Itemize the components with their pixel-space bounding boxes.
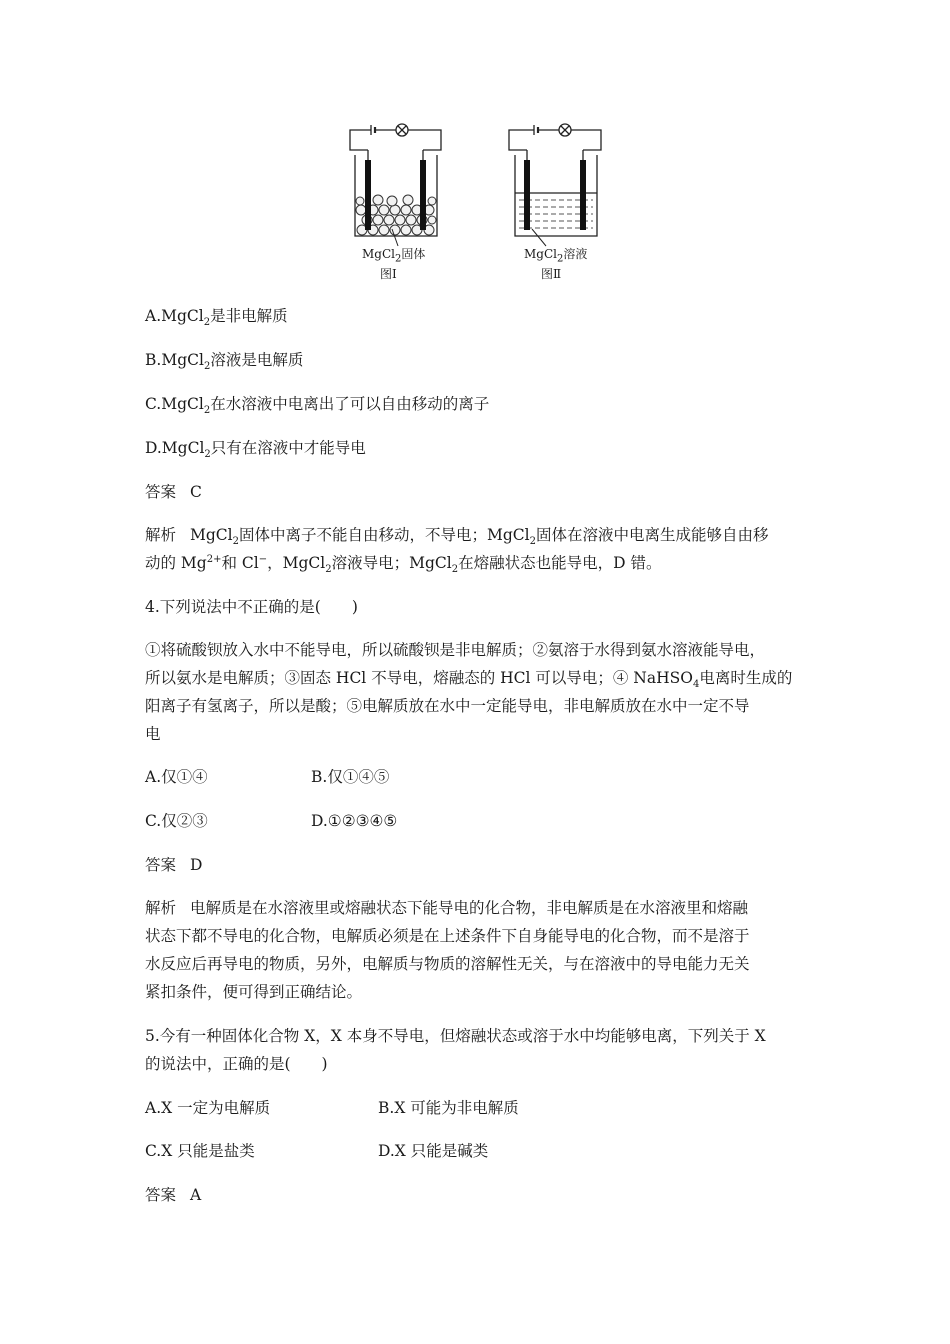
option-text: 只有在溶液中才能导电: [210, 439, 366, 457]
q4-body-line-4: 电: [145, 725, 161, 743]
analysis-text: 电解质是在水溶液里或熔融状态下能导电的化合物，非电解质是在水溶液里和熔融: [190, 899, 749, 917]
body-text: 所以氨水是电解质；③固态 HCl 不导电，熔融态的 HCl 可以导电；④ NaHSO: [145, 669, 693, 687]
option-text: D.MgCl: [145, 439, 205, 457]
answer-label: 答案: [145, 856, 177, 874]
caption-sub: 2: [557, 253, 564, 265]
answer-label: 答案: [145, 483, 177, 501]
q5-option-d: D.X 只能是碱类: [378, 1142, 489, 1160]
q3-analysis-line-2: [145, 553, 825, 576]
option-text: A.MgCl: [145, 307, 204, 325]
subscript: 2: [232, 536, 240, 548]
q4-analysis-line-1: [145, 898, 825, 918]
q4-analysis-line-3: 水反应后再导电的物质，另外，电解质与物质的溶解性无关，与在溶液中的导电能力无关: [145, 955, 750, 973]
analysis-label: 解析: [145, 899, 177, 917]
figure-2-label: 图Ⅱ: [541, 267, 562, 281]
option-text: 在水溶液中电离出了可以自由移动的离子: [210, 395, 490, 413]
q4-body-line-3: 阳离子有氢离子，所以是酸；⑤电解质放在水中一定能导电，非电解质放在水中一定不导: [145, 697, 750, 715]
q3-answer: [145, 482, 825, 502]
answer-value: A: [190, 1186, 202, 1204]
q5-options-row-2: [145, 1141, 825, 1161]
superscript: −: [258, 553, 268, 565]
figure-1-label: 图Ⅰ: [380, 267, 397, 281]
q5-stem-line-1: 5.今有一种固体化合物 X，X 本身不导电，但熔融状态或溶于水中均能够电离，下列关于 X: [145, 1027, 766, 1045]
q3-option-b: [145, 350, 825, 373]
q4-option-d: D.①②③④⑤: [311, 812, 398, 830]
q3-option-a: [145, 306, 825, 329]
q4-body-line-2: [145, 668, 825, 691]
q5-answer: [145, 1185, 825, 1205]
analysis-text: 固体在溶液中电离生成能够自由移: [536, 526, 769, 544]
caption-text: MgCl: [524, 247, 557, 261]
subscript: 2: [325, 564, 332, 576]
answer-value: C: [190, 483, 202, 501]
q4-options-row-2: [145, 811, 825, 831]
q4-option-a: A.仅①④: [145, 768, 208, 786]
body-text: 电离时生成的: [699, 669, 793, 687]
analysis-text: 和 Cl: [221, 554, 259, 572]
q5-option-c: C.X 只能是盐类: [145, 1142, 255, 1160]
figure-1-electrode-left: [365, 160, 371, 230]
subscript: 2: [204, 449, 211, 461]
option-text: C.MgCl: [145, 395, 204, 413]
electrolysis-figure: [0, 0, 950, 300]
figure-2-electrode-left: [524, 160, 530, 230]
caption-text: MgCl: [362, 247, 395, 261]
q5-option-b: B.X 可能为非电解质: [378, 1099, 519, 1117]
answer-label: 答案: [145, 1186, 177, 1204]
subscript: 4: [692, 679, 700, 691]
q4-analysis-line-2: 状态下都不导电的化合物，电解质必须是在上述条件下自身能导电的化合物，而不是溶于: [145, 927, 750, 945]
q3-option-c: [145, 394, 825, 417]
caption-sub: 2: [395, 253, 402, 265]
analysis-text: ，MgCl: [267, 554, 326, 572]
analysis-text: 固体中离子不能自由移动，不导电；MgCl: [239, 526, 530, 544]
analysis-text: 溶液导电；MgCl: [331, 554, 452, 572]
subscript: 2: [529, 536, 537, 548]
figure-2-apparatus: [509, 124, 601, 236]
figure-1-electrode-right: [420, 160, 426, 230]
q5-stem-line-2: 的说法中，正确的是( ): [145, 1055, 328, 1073]
subscript: 2: [451, 564, 459, 576]
analysis-text: MgCl: [190, 526, 233, 544]
q4-stem: 4.下列说法中不正确的是( ): [145, 598, 358, 616]
analysis-label: 解析: [145, 526, 177, 544]
q4-option-b: B.仅①④⑤: [311, 768, 390, 786]
subscript: 2: [203, 317, 211, 329]
option-text: 是非电解质: [210, 307, 288, 325]
figure-2-caption: [524, 245, 588, 265]
q4-option-c: C.仅②③: [145, 812, 208, 830]
superscript: 2+: [206, 553, 222, 565]
q4-answer: [145, 855, 825, 875]
q4-analysis-line-4: 紧扣条件，便可得到正确结论。: [145, 983, 363, 1001]
q5-options-row-1: [145, 1098, 825, 1118]
q3-analysis-line-1: [145, 525, 825, 548]
q5-option-a: A.X 一定为电解质: [145, 1099, 271, 1117]
q4-options-row-1: [145, 767, 825, 787]
q4-body-line-1: ①将硫酸钡放入水中不能导电，所以硫酸钡是非电解质；②氨溶于水得到氨水溶液能导电，: [145, 641, 766, 659]
analysis-text: 动的 Mg: [145, 554, 207, 572]
option-text: 溶液是电解质: [210, 351, 304, 369]
subscript: 2: [203, 405, 211, 417]
caption-text: 溶液: [563, 247, 588, 261]
answer-value: D: [190, 856, 203, 874]
option-text: B.MgCl: [145, 351, 204, 369]
figure-1-caption: [362, 245, 426, 265]
figure-2-electrode-right: [580, 160, 586, 230]
analysis-text: 在熔融状态也能导电，D 错。: [458, 554, 662, 572]
q3-option-d: [145, 438, 825, 461]
caption-text: 固体: [401, 247, 426, 261]
subscript: 2: [203, 361, 211, 373]
